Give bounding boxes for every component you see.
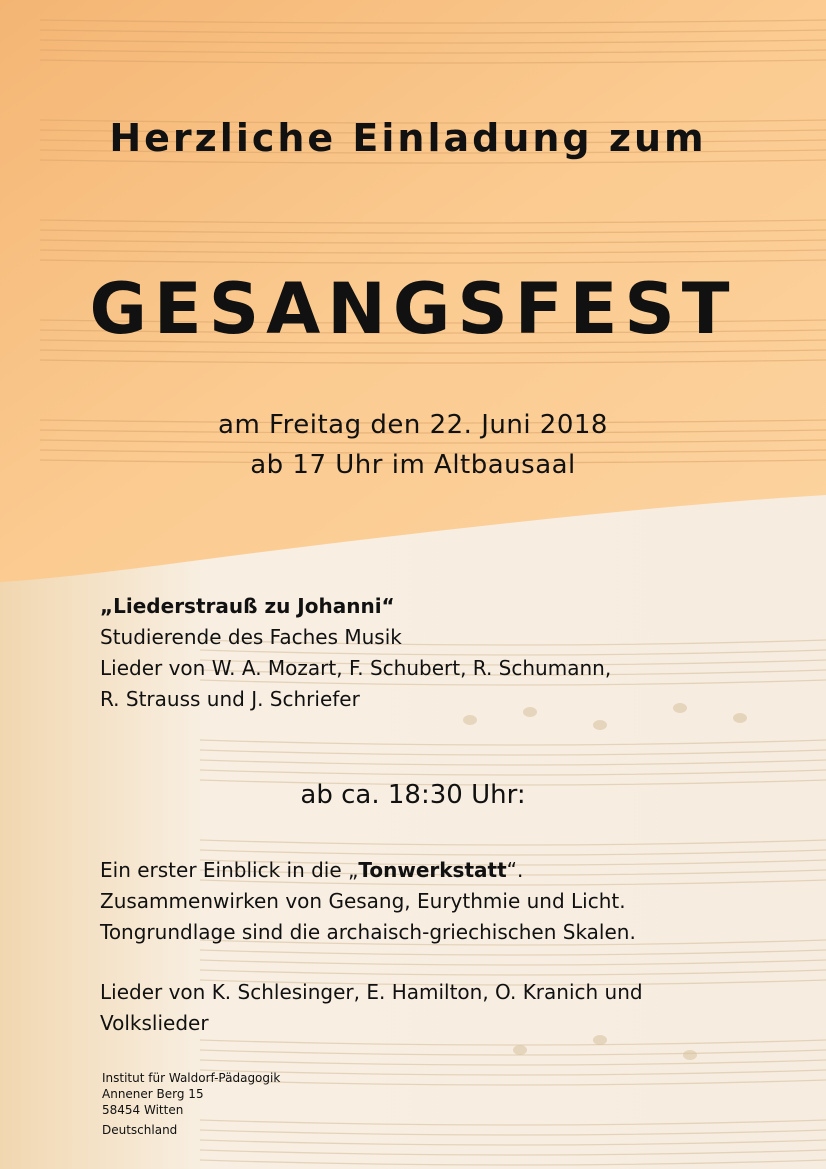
address-city: 58454 Witten: [102, 1103, 184, 1117]
event-date: am Freitag den 22. Juni 2018: [218, 410, 608, 440]
program-1-songs-line-1: Lieder von W. A. Mozart, F. Schubert, R. Schumann,: [100, 656, 612, 680]
event-date-block: [0, 405, 826, 485]
address-country: Deutschland: [102, 1123, 178, 1137]
program-part-1: [100, 591, 611, 715]
program-2-intro: [100, 855, 636, 886]
program-2-line-3: Tongrundlage sind die archaisch-griechischen Skalen.: [100, 920, 636, 944]
program-2-workshop-name: Tonwerkstatt: [358, 858, 507, 882]
program-1-songs-line-2: R. Strauss und J. Schriefer: [100, 687, 360, 711]
event-time-place: ab 17 Uhr im Altbausaal: [250, 450, 576, 480]
program-1-performers: Studierende des Faches Musik: [100, 625, 402, 649]
event-title: GESANGSFEST: [89, 268, 737, 350]
program-2-intro-text: Ein erster Einblick in die „: [100, 858, 359, 882]
program-1-heading: „Liederstrauß zu Johanni“: [100, 594, 395, 618]
program-2-songs-line-1: Lieder von K. Schlesinger, E. Hamilton, O. Kranich und: [100, 980, 643, 1004]
program-2-line-2: Zusammenwirken von Gesang, Eurythmie und Licht.: [100, 889, 626, 913]
invitation-line: Herzliche Einladung zum: [109, 116, 707, 160]
address-block: [102, 1070, 280, 1138]
program-2-songs-line-2: Volkslieder: [100, 1011, 209, 1035]
address-institution: Institut für Waldorf-Pädagogik: [102, 1071, 281, 1085]
second-time: ab ca. 18:30 Uhr:: [300, 780, 526, 810]
program-2-intro-end: “.: [506, 858, 524, 882]
address-street: Annener Berg 15: [102, 1087, 204, 1101]
program-part-2: [100, 855, 636, 948]
program-2-songs: [100, 977, 643, 1039]
